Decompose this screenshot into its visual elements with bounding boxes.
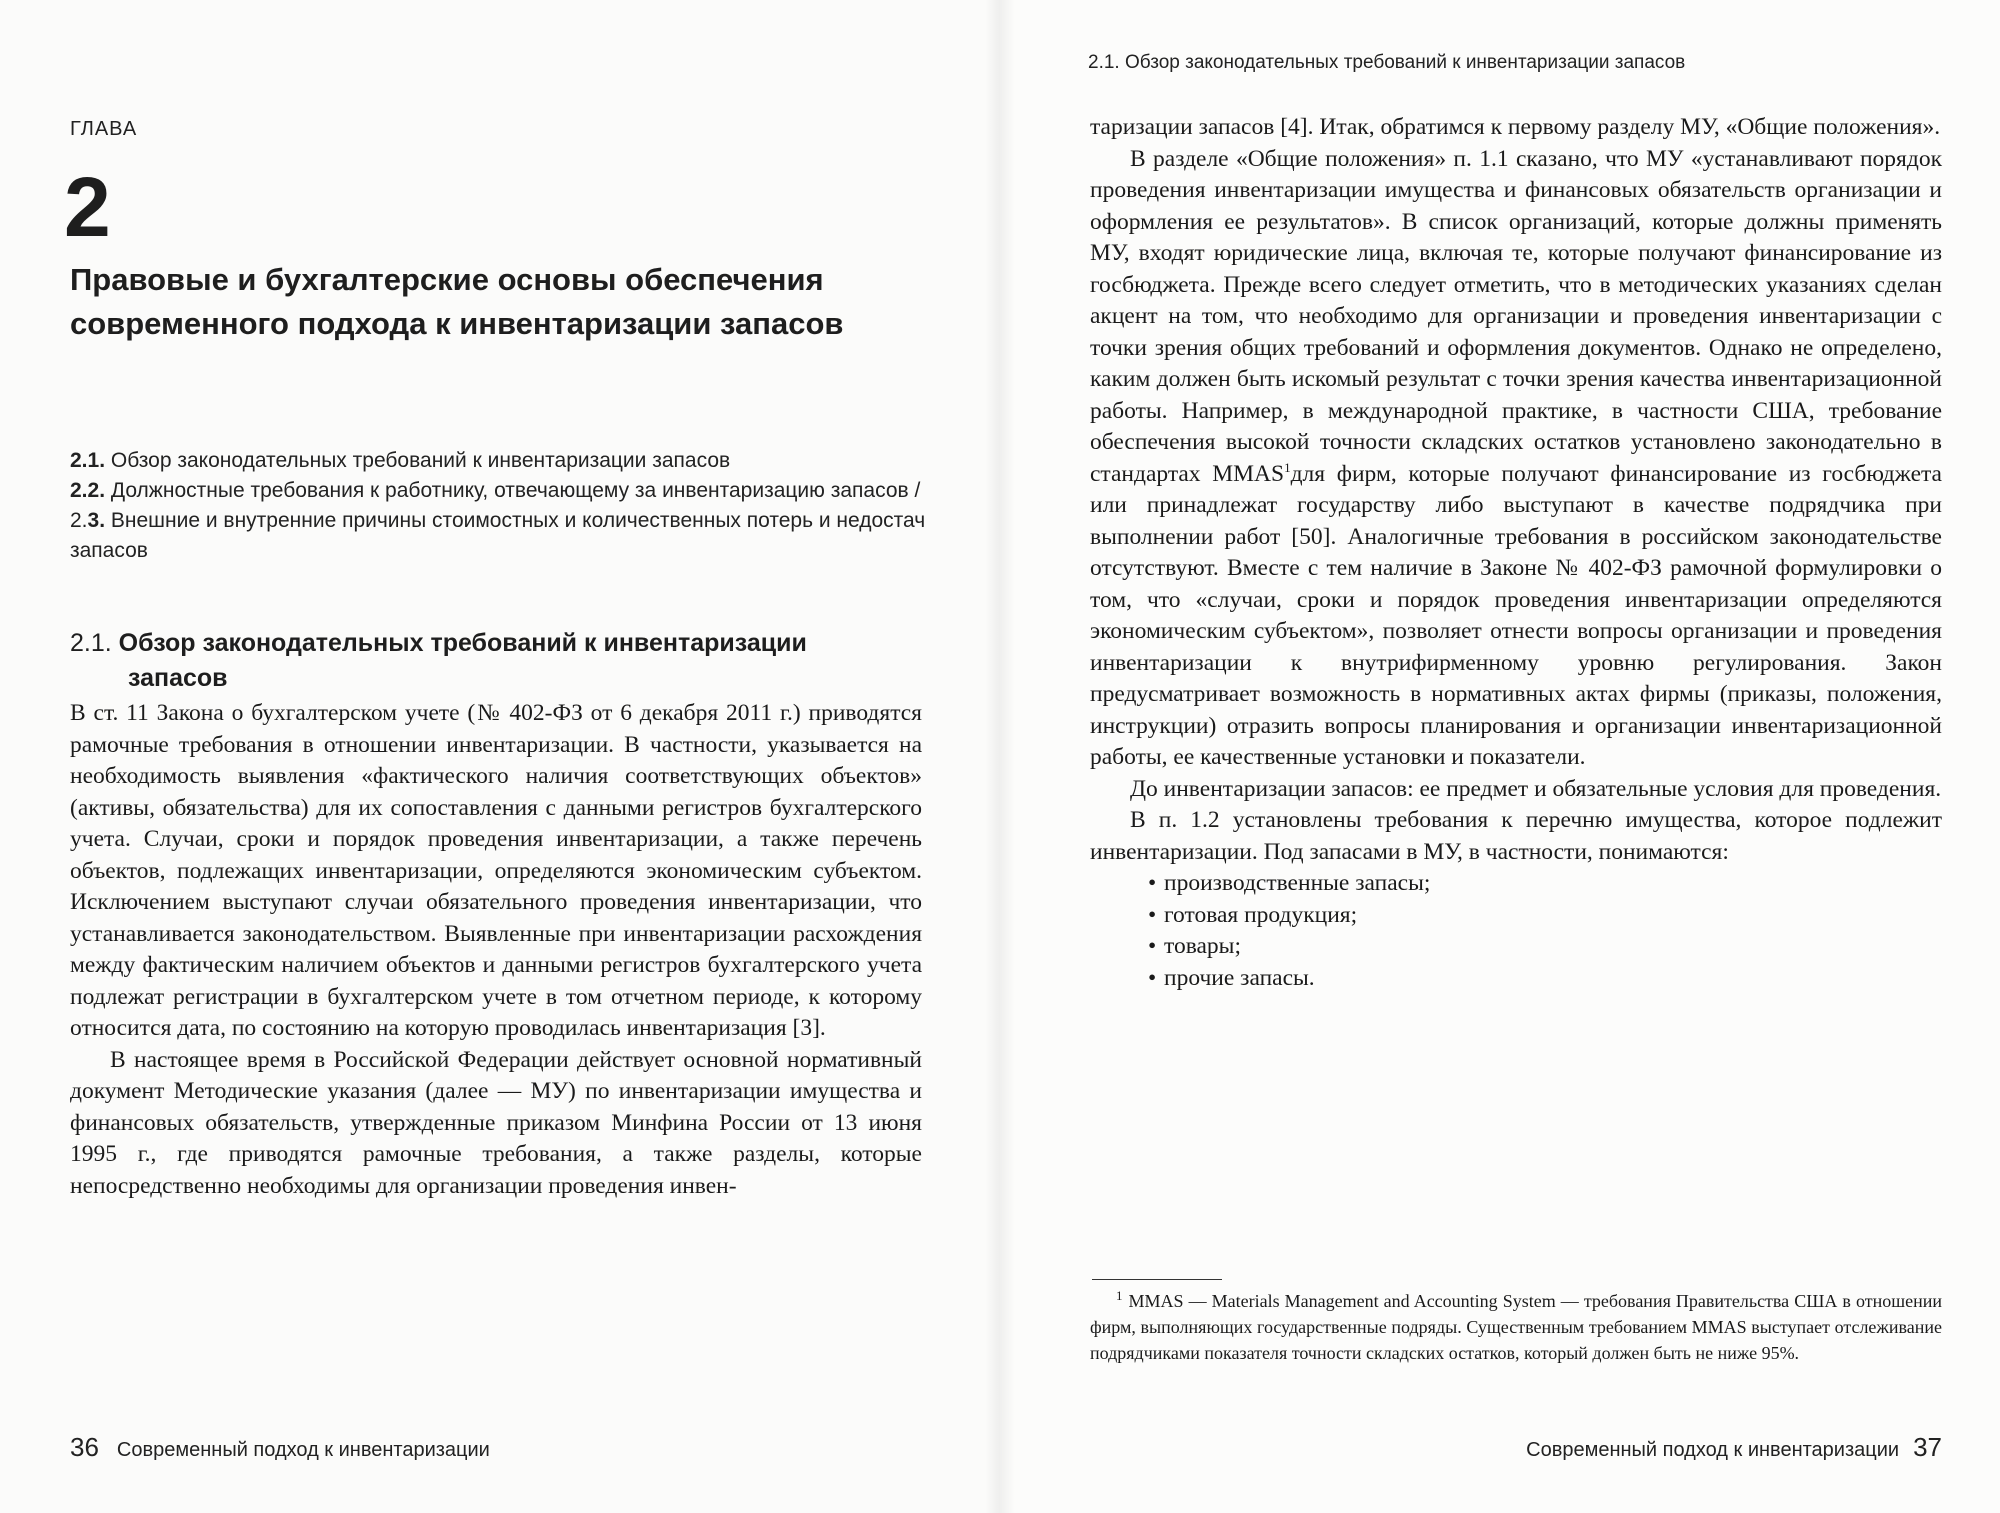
paragraph: В настоящее время в Российской Федерации действует основной нормативный документ Методические указания (далее — МУ) по инвентаризации имущества и финансовых обязательств, утвержденные приказом Минфина России от 13 июня 1995 г., где приводятся рамочные требования, а также разделы, которые непосредственно необходимы для организации проведения инвен- [70,1046,922,1199]
chapter-contents [70,446,930,566]
running-head: 2.1. Обзор законодательных требований к инвентаризации запасов [1088,52,1686,73]
section-number: 2.1. [70,629,112,657]
list-item: • товары; [1148,931,1942,963]
toc-item-1-number: 2.1. [70,449,106,472]
section-title-line-2: запасов [128,664,228,692]
chapter-title: Правовые и бухгалтерские основы обеспечения современного подхода к инвентаризации запасов [70,262,844,341]
toc-item-3-number: 3. [87,509,106,532]
section-title-line-1: Обзор законодательных требований к инвентаризации [118,629,807,657]
footnote-rule [1092,1279,1222,1280]
chapter-label: ГЛАВА [70,118,138,140]
toc-item-2-number: 2.2. [70,479,106,502]
book-spine-shadow [985,0,1015,1513]
page-number: 36 [70,1432,99,1462]
right-body-text [1090,112,1942,994]
left-body-text [70,698,922,1202]
footer-title: Современный подход к инвентаризации [116,1439,490,1461]
paragraph: таризации запасов [4]. Итак, обратимся к первому разделу МУ, «Общие положения». [1090,114,1941,140]
toc-item-3-text: Внешние и внутренние причины стоимостных и количественных потерь и недостач запасов [70,509,926,562]
list-item: • производственные запасы; [1148,868,1942,900]
inventory-list [1090,868,1942,994]
footnote [1090,1288,1942,1366]
footnote-reference: 1 [1284,459,1291,475]
toc-item-1-text: Обзор законодательных требований к инвентаризации запасов [110,449,731,472]
page-number: 37 [1913,1432,1942,1462]
chapter-number: 2 [64,160,111,254]
paragraph [1090,144,1942,774]
section-heading [70,626,930,696]
footnote-text: MMAS — Materials Management and Accounting System — требования Правительства США в отношении фирм, выполняющих государственные подряды. Существенным требованием MMAS выступает отслеживание подрядчиками показателя точности складских остатков, который должен быть не ниже 95%. [1090,1291,1942,1363]
paragraph-part: для фирм, которые получают финансирование из госбюджета или принадлежат государству либо выступают в качестве подрядчика при выполнении работ [50]. Аналогичные требования в российском законодательстве отсутствуют. Вместе с тем наличие в Законе № 402-ФЗ рамочной формулировки о том, что «случаи, сроки и порядок проведения инвентаризации определяются экономическим субъектом», позволяет отнести вопросы организации и проведения инвентаризации к внутрифирменному уровню регулирования. Закон предусматривает возможность в нормативных актах фирмы (приказы, положения, инструкции) отразить вопросы планирования и организации инвентаризационной работы, ее качественные установки и показатели. [1090,460,1942,770]
left-footer [70,1432,490,1463]
paragraph: До инвентаризации запасов: ее предмет и обязательные условия для проведения. [1130,775,1942,802]
list-item: • готовая продукция; [1148,900,1942,932]
footnote-marker: 1 [1116,1288,1123,1303]
toc-item-2-text: Должностные требования к работнику, отвечающему за инвентаризацию запасов / 2. [70,479,921,532]
right-footer [1526,1432,1942,1463]
footer-title: Современный подход к инвентаризации [1526,1439,1900,1461]
paragraph-part: В разделе «Общие положения» п. 1.1 сказано, что МУ «устанавливают порядок проведения инвентаризации имущества и финансовых обязательств организации и оформления ее результатов». В список организаций, которые должны применять МУ, входят юридические лица, включая те, которые получают финансирование из госбюджета. Прежде всего следует отметить, что в методических указаниях сделан акцент на том, что необходимо для организации и проведения инвентаризации с точки зрения общих требований и оформления документов. Однако не определено, каким должен быть искомый результат с точки зрения качества инвентаризационной работы. Например, в международной практике, в частности США, требование обеспечения высокой точности складских остатков установлено законодательно в стандартах MMAS [1090,145,1942,487]
paragraph: В ст. 11 Закона о бухгалтерском учете (№ 402-ФЗ от 6 декабря 2011 г.) приводятся рамочные требования в отношении инвентаризации. В частности, указывается на необходимость выявления «фактического наличия соответствующих объектов» (активы, обязательства) для их сопоставления с данными регистров бухгалтерского учета. Случаи, сроки и порядок проведения инвентаризации, а также перечень объектов, подлежащих инвентаризации, определяются экономическим субъектом. Исключением выступают случаи обязательного проведения инвентаризации, что устанавливается законодательством. Выявленные при инвентаризации расхождения между фактическим наличием объектов и данными регистров бухгалтерского учета подлежат регистрации в бухгалтерском учете в том отчетном периоде, к которому относится дата, по состоянию на которую проводилась инвентаризация [3]. [70,700,922,1041]
paragraph: В п. 1.2 установлены требования к перечню имущества, которое подлежит инвентаризации. Под запасами в МУ, в частности, понимаются: [1090,807,1942,865]
list-item: • прочие запасы. [1148,963,1942,995]
